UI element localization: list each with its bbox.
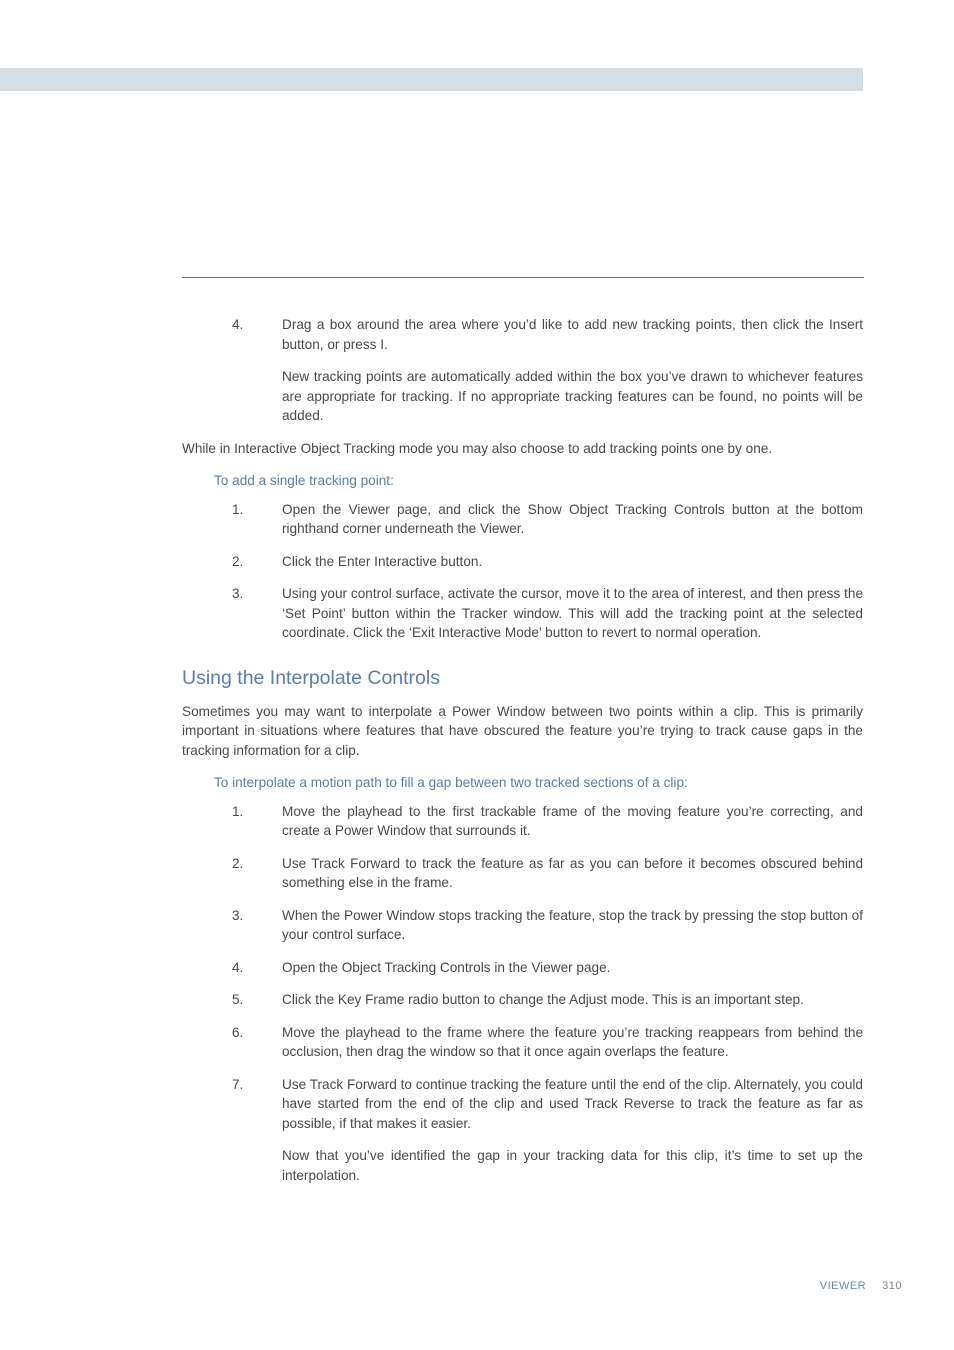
list-item [182,552,863,572]
list-number: 4. [232,317,244,332]
list-note: New tracking points are automatically added within the box you’ve drawn to whichever features are appropriate for tracking. If no appropriate tracking features can be found, no points will be added. [282,369,863,423]
page-footer [820,1280,902,1292]
page-content [182,315,863,1198]
procedure-heading: To add a single tracking point: [214,473,394,488]
page-number: 310 [882,1280,902,1292]
section-heading: Using the Interpolate Controls [182,666,440,689]
list-text: Open the Object Tracking Controls in the Viewer page. [282,959,611,975]
list-item [182,854,863,893]
list-number: 5. [232,992,244,1007]
list-item [182,1075,863,1134]
list-text: Open the Viewer page, and click the Show Object Tracking Controls button at the bottom righthand corner underneath the Viewer. [282,501,863,536]
header-band [0,68,863,91]
list-text: Use Track Forward to track the feature as far as you can before it becomes obscured behind something else in the frame. [282,855,863,890]
list-number: 1. [232,803,244,819]
list-number: 3. [232,907,244,923]
procedure-heading: To interpolate a motion path to fill a gap between two tracked sections of a clip: [214,775,688,790]
closing-note: Now that you’ve identified the gap in your tracking data for this clip, it’s time to set up the interpolation. [282,1148,863,1183]
list-item [182,315,863,426]
list-number: 7. [232,1076,244,1092]
list-text: Move the playhead to the frame where the feature you’re tracking reappears from behind the occlusion, then drag the window so that it once again overlaps the feature. [282,1024,863,1059]
list-item [182,990,863,1010]
list-number: 1. [232,501,244,517]
list-text: When the Power Window stops tracking the feature, stop the track by pressing the stop button of your control surface. [282,907,863,942]
list-number: 4. [232,959,244,975]
list-text: Using your control surface, activate the cursor, move it to the area of interest, and then press the ‘Set Point’ button within the Tracker window. This will add the tracking point at the selected coordinate. Click the ‘Exit Interactive Mode’ button to revert to normal operation. [282,586,863,640]
list-number: 6. [232,1024,244,1040]
list-item [182,500,863,539]
list-text: Move the playhead to the first trackable frame of the moving feature you’re correcting, and create a Power Window that surrounds it. [282,803,863,838]
list-item [182,1023,863,1062]
body-paragraph: While in Interactive Object Tracking mode you may also choose to add tracking points one by one. [182,440,773,456]
list-text: Use Track Forward to continue tracking the feature until the end of the clip. Alternately, you could have started from the end of the clip and used Track Reverse to track the feature as far as possible, if that makes it easier. [282,1076,863,1131]
list-item [182,958,863,978]
list-number: 2. [232,855,244,871]
list-item [182,906,863,945]
body-paragraph: Sometimes you may want to interpolate a Power Window between two points within a clip. This is primarily important in situations where features that have obscured the feature you’re trying to track cause gaps in the tracking information for a clip. [182,703,863,758]
footer-section: VIEWER [819,1280,867,1292]
list-number: 3. [232,586,244,601]
list-text: Drag a box around the area where you’d like to add new tracking points, then click the Insert button, or press I. [282,317,863,352]
list-number: 2. [232,553,244,569]
list-text: Click the Enter Interactive button. [282,553,483,569]
header-rule [182,277,864,278]
list-text: Click the Key Frame radio button to change the Adjust mode. This is an important step. [282,992,804,1007]
list-item [182,802,863,841]
list-item [182,584,863,643]
